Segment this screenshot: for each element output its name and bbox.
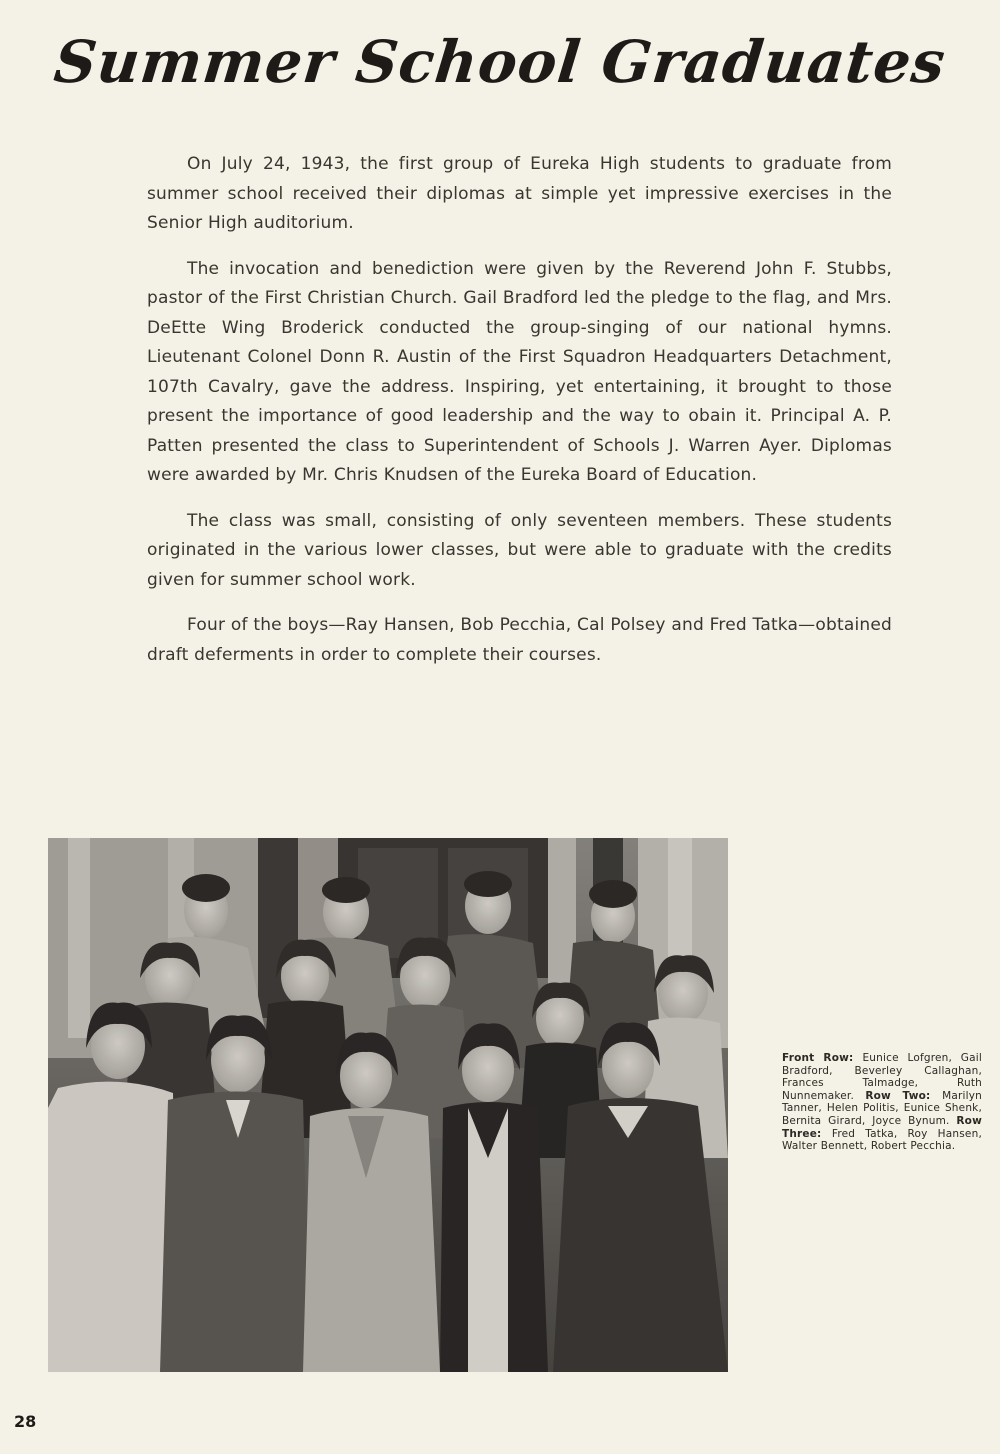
caption-row-label: Row Three: (782, 1114, 982, 1140)
article-paragraph: On July 24, 1943, the first group of Eureka High students to graduate from summer school received their diplomas at simple yet impressive exercises in the Senior High auditorium. (147, 154, 892, 233)
photo-caption (782, 1052, 982, 1153)
caption-row-label: Front Row: (782, 1052, 863, 1064)
article-paragraph: The invocation and benediction were given by the Reverend John F. Stubbs, pastor of the First Christian Church. Gail Bradford led the pledge to the flag, and Mrs. DeEtte Wing Broderick conducted the group-singing of our national hymns. Lieutenant Colonel Donn R. Austin of the First Squadron Headquarters Detachment, 107th Cavalry, gave the address. Inspiring, yet entertaining, it brought to those present the importance of good leadership and the way to obain it. Principal A. P. Patten presented the class to Superintendent of Schools J. Warren Ayer. Diplomas were awarded by Mr. Chris Knudsen of the Eureka Board of Education. (147, 258, 892, 485)
page-title: Summer School Graduates (51, 28, 949, 96)
article-paragraph: The class was small, consisting of only seventeen members. These students originated in the various lower classes, but were able to graduate with the credits given for summer school work. (147, 510, 892, 590)
caption-row-names: Fred Tatka, Roy Hansen, Walter Bennett, Robert Pecchia. (782, 1127, 982, 1153)
caption-row-label: Row Two: (865, 1089, 943, 1102)
article-body (147, 150, 892, 686)
page-number: 28 (14, 1412, 37, 1431)
caption-row-names: Eunice Lofgren, Gail Bradford, Beverley Callaghan, Frances Talmadge, Ruth Nunnemaker. (782, 1052, 982, 1102)
group-photo (48, 838, 728, 1372)
caption-row-names: Marilyn Tanner, Helen Politis, Eunice Shenk, Bernita Girard, Joyce Bynum. (782, 1089, 982, 1127)
article-paragraph: Four of the boys—Ray Hansen, Bob Pecchia, Cal Polsey and Fred Tatka—obtained draft deferments in order to complete their courses. (147, 615, 892, 665)
